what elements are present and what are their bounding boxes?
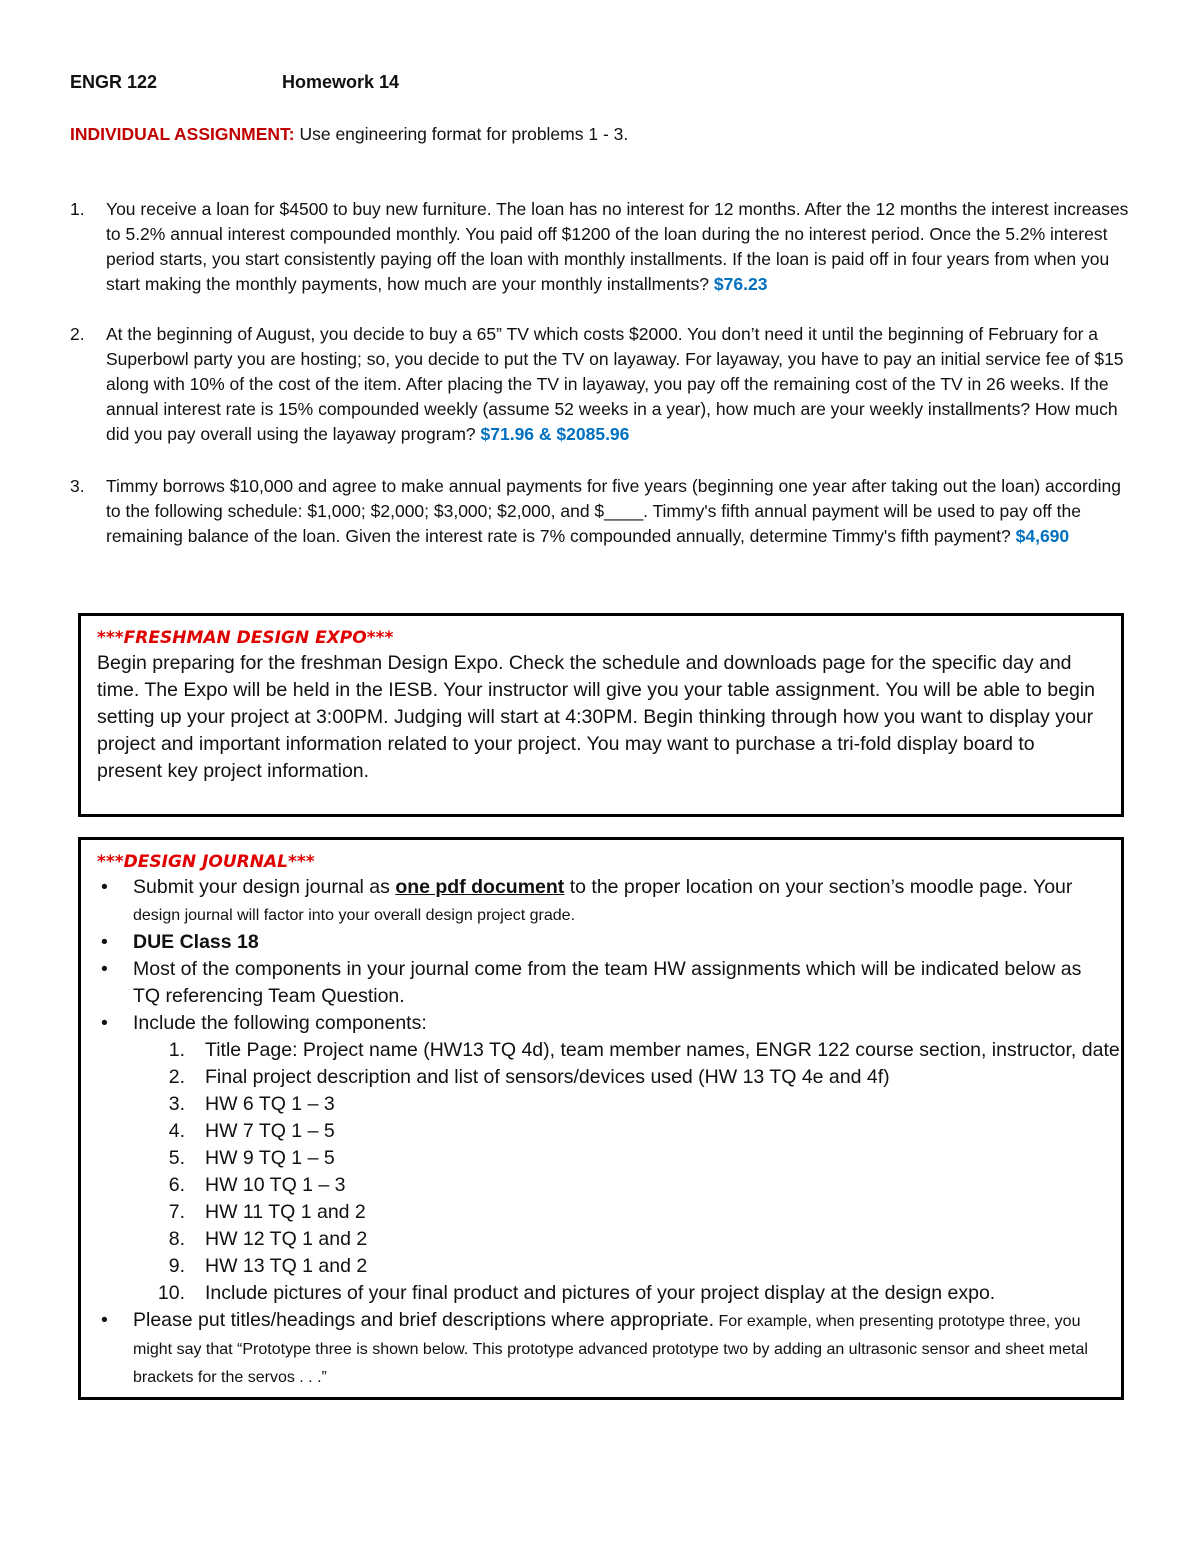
component-number: 2. — [168, 1066, 185, 1088]
course-code: ENGR 122 — [70, 72, 158, 92]
components-intro: Most of the components in your journal come from the team HW assignments which will be indicated below as TQ referencing Team Question. — [133, 958, 1082, 1007]
problem-number: 1. — [70, 199, 85, 219]
problem-text: You receive a loan for $4500 to buy new furniture. The loan has no interest for 12 months. After the 12 months the interest increases to 5.2% annual interest compounded monthly. You paid off $1200 of the loan during the no interest period. Once the 5.2% interest period starts, you start consistently paying off the loan with monthly installments. If the loan is paid off in four years from when you start making the monthly payments, how much are your monthly installments? — [106, 199, 1129, 294]
expo-title: ***FRESHMAN DESIGN EXPO*** — [97, 628, 394, 648]
bullet-icon: • — [101, 1309, 108, 1331]
design-expo-box — [78, 613, 1124, 817]
component-item — [133, 1226, 1105, 1253]
expo-text: Begin preparing for the freshman Design Expo. Check the schedule and downloads page for the specific day and time. The Expo will be held in the IESB. Your instructor will give you your table assignment. You will be able to begin setting up your project at 3:00PM. Judging will start at 4:30PM. Begin thinking through how you want to display your project and important information related to your project. You may want to purchase a tri-fold display board to present key project information. — [97, 652, 1095, 782]
component-item — [133, 1118, 1105, 1145]
component-text: HW 11 TQ 1 and 2 — [205, 1201, 366, 1223]
problem-1 — [70, 197, 1140, 297]
component-number: 1. — [168, 1039, 185, 1061]
component-item — [133, 1091, 1105, 1118]
assignment-instructions — [70, 124, 628, 145]
design-journal-box — [78, 837, 1124, 1400]
problem-text: At the beginning of August, you decide to buy a 65” TV which costs $2000. You don’t need it until the beginning of February for a Superbowl party you are hosting; so, you decide to put the TV on layaway. For layaway, you have to pay an initial service fee of $15 along with 10% of the cost of the item. After placing the TV in layaway, you pay off the remaining cost of the TV in 26 weeks. If the annual interest rate is 15% compounded weekly (assume 52 weeks in a year), how much are your weekly installments? How much did you pay overall using the layaway program? — [106, 324, 1124, 444]
bullet-icon: • — [101, 876, 108, 898]
submit-text-end: to the proper location on your section’s moodle page. Your — [564, 876, 1073, 898]
component-number: 9. — [168, 1255, 185, 1277]
bullet-icon: • — [101, 931, 108, 953]
problem-answer: $71.96 & $2085.96 — [480, 424, 630, 444]
list-item — [97, 929, 1105, 956]
problem-2 — [70, 322, 1140, 447]
component-text: HW 10 TQ 1 – 3 — [205, 1174, 346, 1196]
submit-text: Submit your design journal as — [133, 876, 396, 898]
list-item — [97, 874, 1105, 929]
due-date: DUE Class 18 — [133, 931, 259, 953]
journal-title: ***DESIGN JOURNAL*** — [97, 852, 315, 872]
component-number: 10. — [157, 1282, 185, 1304]
component-item — [133, 1172, 1105, 1199]
component-item — [133, 1280, 1105, 1307]
list-item — [97, 956, 1105, 1010]
assignment-label: INDIVIDUAL ASSIGNMENT: — [70, 124, 295, 144]
component-number: 3. — [168, 1093, 185, 1115]
component-item — [133, 1064, 1105, 1091]
titles-example: For example, when presenting prototype three, you might say that “Prototype three is shown below. This prototype advanced prototype two by adding an ultrasonic sensor and sheet metal brackets for the servos . . .” — [133, 1313, 1088, 1386]
include-label: Include the following components: — [133, 1012, 427, 1034]
problem-answer: $4,690 — [1015, 526, 1070, 546]
component-item — [133, 1199, 1105, 1226]
component-number: 5. — [168, 1147, 185, 1169]
problem-3 — [70, 474, 1140, 549]
component-number: 4. — [168, 1120, 185, 1142]
bullet-icon: • — [101, 958, 108, 980]
component-text: Title Page: Project name (HW13 TQ 4d), team member names, ENGR 122 course section, instructor, date — [205, 1039, 1120, 1061]
component-number: 8. — [168, 1228, 185, 1250]
component-text: Include pictures of your final product and pictures of your project display at the design expo. — [205, 1282, 996, 1304]
component-number: 7. — [168, 1201, 185, 1223]
component-item — [133, 1253, 1105, 1280]
component-number: 6. — [168, 1174, 185, 1196]
component-text: HW 9 TQ 1 – 5 — [205, 1147, 335, 1169]
problem-number: 2. — [70, 324, 85, 344]
component-item — [133, 1037, 1120, 1064]
component-item — [133, 1145, 1105, 1172]
component-text: HW 13 TQ 1 and 2 — [205, 1255, 368, 1277]
submit-note: design journal will factor into your overall design project grade. — [133, 907, 576, 924]
component-text: HW 7 TQ 1 – 5 — [205, 1120, 335, 1142]
bullet-icon: • — [101, 1012, 108, 1034]
component-text: Final project description and list of sensors/devices used (HW 13 TQ 4e and 4f) — [205, 1066, 890, 1088]
component-text: HW 12 TQ 1 and 2 — [205, 1228, 368, 1250]
problem-answer: $76.23 — [713, 274, 768, 294]
assignment-text: Use engineering format for problems 1 - 3. — [294, 124, 629, 144]
components-list — [133, 1037, 1120, 1307]
problem-number: 3. — [70, 476, 85, 496]
pdf-document-emphasis: one pdf document — [395, 876, 565, 898]
list-item — [97, 1010, 1120, 1307]
problem-text: Timmy borrows $10,000 and agree to make annual payments for five years (beginning one year after taking out the loan) according to the following schedule: $1,000; $2,000; $3,000; $2,000, and $____. Timmy's fifth annual payment will be used to pay off the remaining balance of the loan. Given the interest rate is 7% compounded annually, determine Timmy's fifth payment? — [106, 476, 1121, 546]
list-item — [97, 1307, 1105, 1391]
component-text: HW 6 TQ 1 – 3 — [205, 1093, 335, 1115]
titles-text: Please put titles/headings and brief descriptions where appropriate. — [133, 1309, 715, 1331]
homework-title: Homework 14 — [282, 72, 400, 92]
journal-bullet-list — [97, 874, 1120, 1391]
